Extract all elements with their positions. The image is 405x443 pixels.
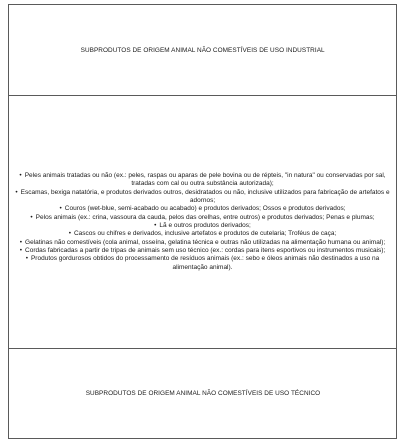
- list-item: [15, 255, 390, 272]
- technical-heading: SUBPRODUTOS DE ORIGEM ANIMAL NÃO COMESTÍVEIS DE USO TÉCNICO: [85, 390, 320, 397]
- list-item-text: Produtos gordurosos obtidos do processamento de resíduos animais (ex.: sebo e óleos animais não destinados a uso na alimentação animal).: [30, 255, 380, 271]
- list-item: [15, 205, 390, 213]
- list-item-text: Couros (wet-blue, semi-acabado ou acabado) e produtos derivados; Ossos e produtos derivados;: [64, 205, 346, 213]
- list-item: [15, 222, 390, 230]
- list-item-text: Gelatinas não comestíveis (cola animal, osseína, gelatina técnica e outras não utilizadas na alimentação humana ou animal);: [25, 238, 386, 246]
- list-item-text: Escamas, bexiga natatória, e produtos derivados outros, desidratados ou não, inclusive utilizados para fabricação de artefatos e adornos;: [20, 188, 390, 204]
- list-item: [15, 189, 390, 206]
- bullet-icon: •: [59, 205, 62, 213]
- list-item-text: Cordas fabricadas a partir de tripas de animais sem uso técnico (ex.: cordas para itens esportivos ou instrumentos musicais);: [25, 247, 386, 255]
- bullet-icon: •: [154, 222, 157, 229]
- bullet-icon: •: [25, 255, 28, 263]
- list-item-text: Cascos ou chifres e derivados, inclusive artefatos e produtos de cutelaria; Troféus de caça;: [73, 230, 337, 238]
- document-table: [8, 4, 397, 439]
- list-item: [15, 239, 390, 247]
- list-item: [15, 247, 390, 255]
- list-item-text: Pelos animais (ex.: crina, vassoura da cauda, pelos das orelhas, entre outros) e produtos derivados; Penas e plumas;: [35, 213, 375, 221]
- bullet-icon: •: [68, 230, 71, 238]
- list-item-text: Lã e outros produtos derivados;: [159, 222, 251, 229]
- list-item-text: Peles animais tratadas ou não (ex.: peles, raspas ou aparas de pele bovina ou de répteis, "in natura" ou conservadas por sal, tratadas com cal ou outra substância autorizada);: [24, 171, 386, 188]
- items-list: [9, 172, 396, 272]
- bullet-icon: •: [19, 247, 23, 255]
- list-item: [15, 172, 390, 189]
- bullet-icon: •: [19, 171, 22, 179]
- bullet-icon: •: [15, 188, 18, 196]
- list-item: [15, 230, 390, 238]
- table-row-industrial-heading: [9, 5, 396, 96]
- bullet-icon: •: [30, 213, 33, 221]
- industrial-heading: SUBPRODUTOS DE ORIGEM ANIMAL NÃO COMESTÍVEIS DE USO INDUSTRIAL: [80, 46, 325, 54]
- bullet-icon: •: [19, 238, 23, 246]
- table-row-technical-heading: [9, 349, 396, 438]
- list-item: [15, 214, 390, 222]
- table-row-items: [9, 96, 396, 349]
